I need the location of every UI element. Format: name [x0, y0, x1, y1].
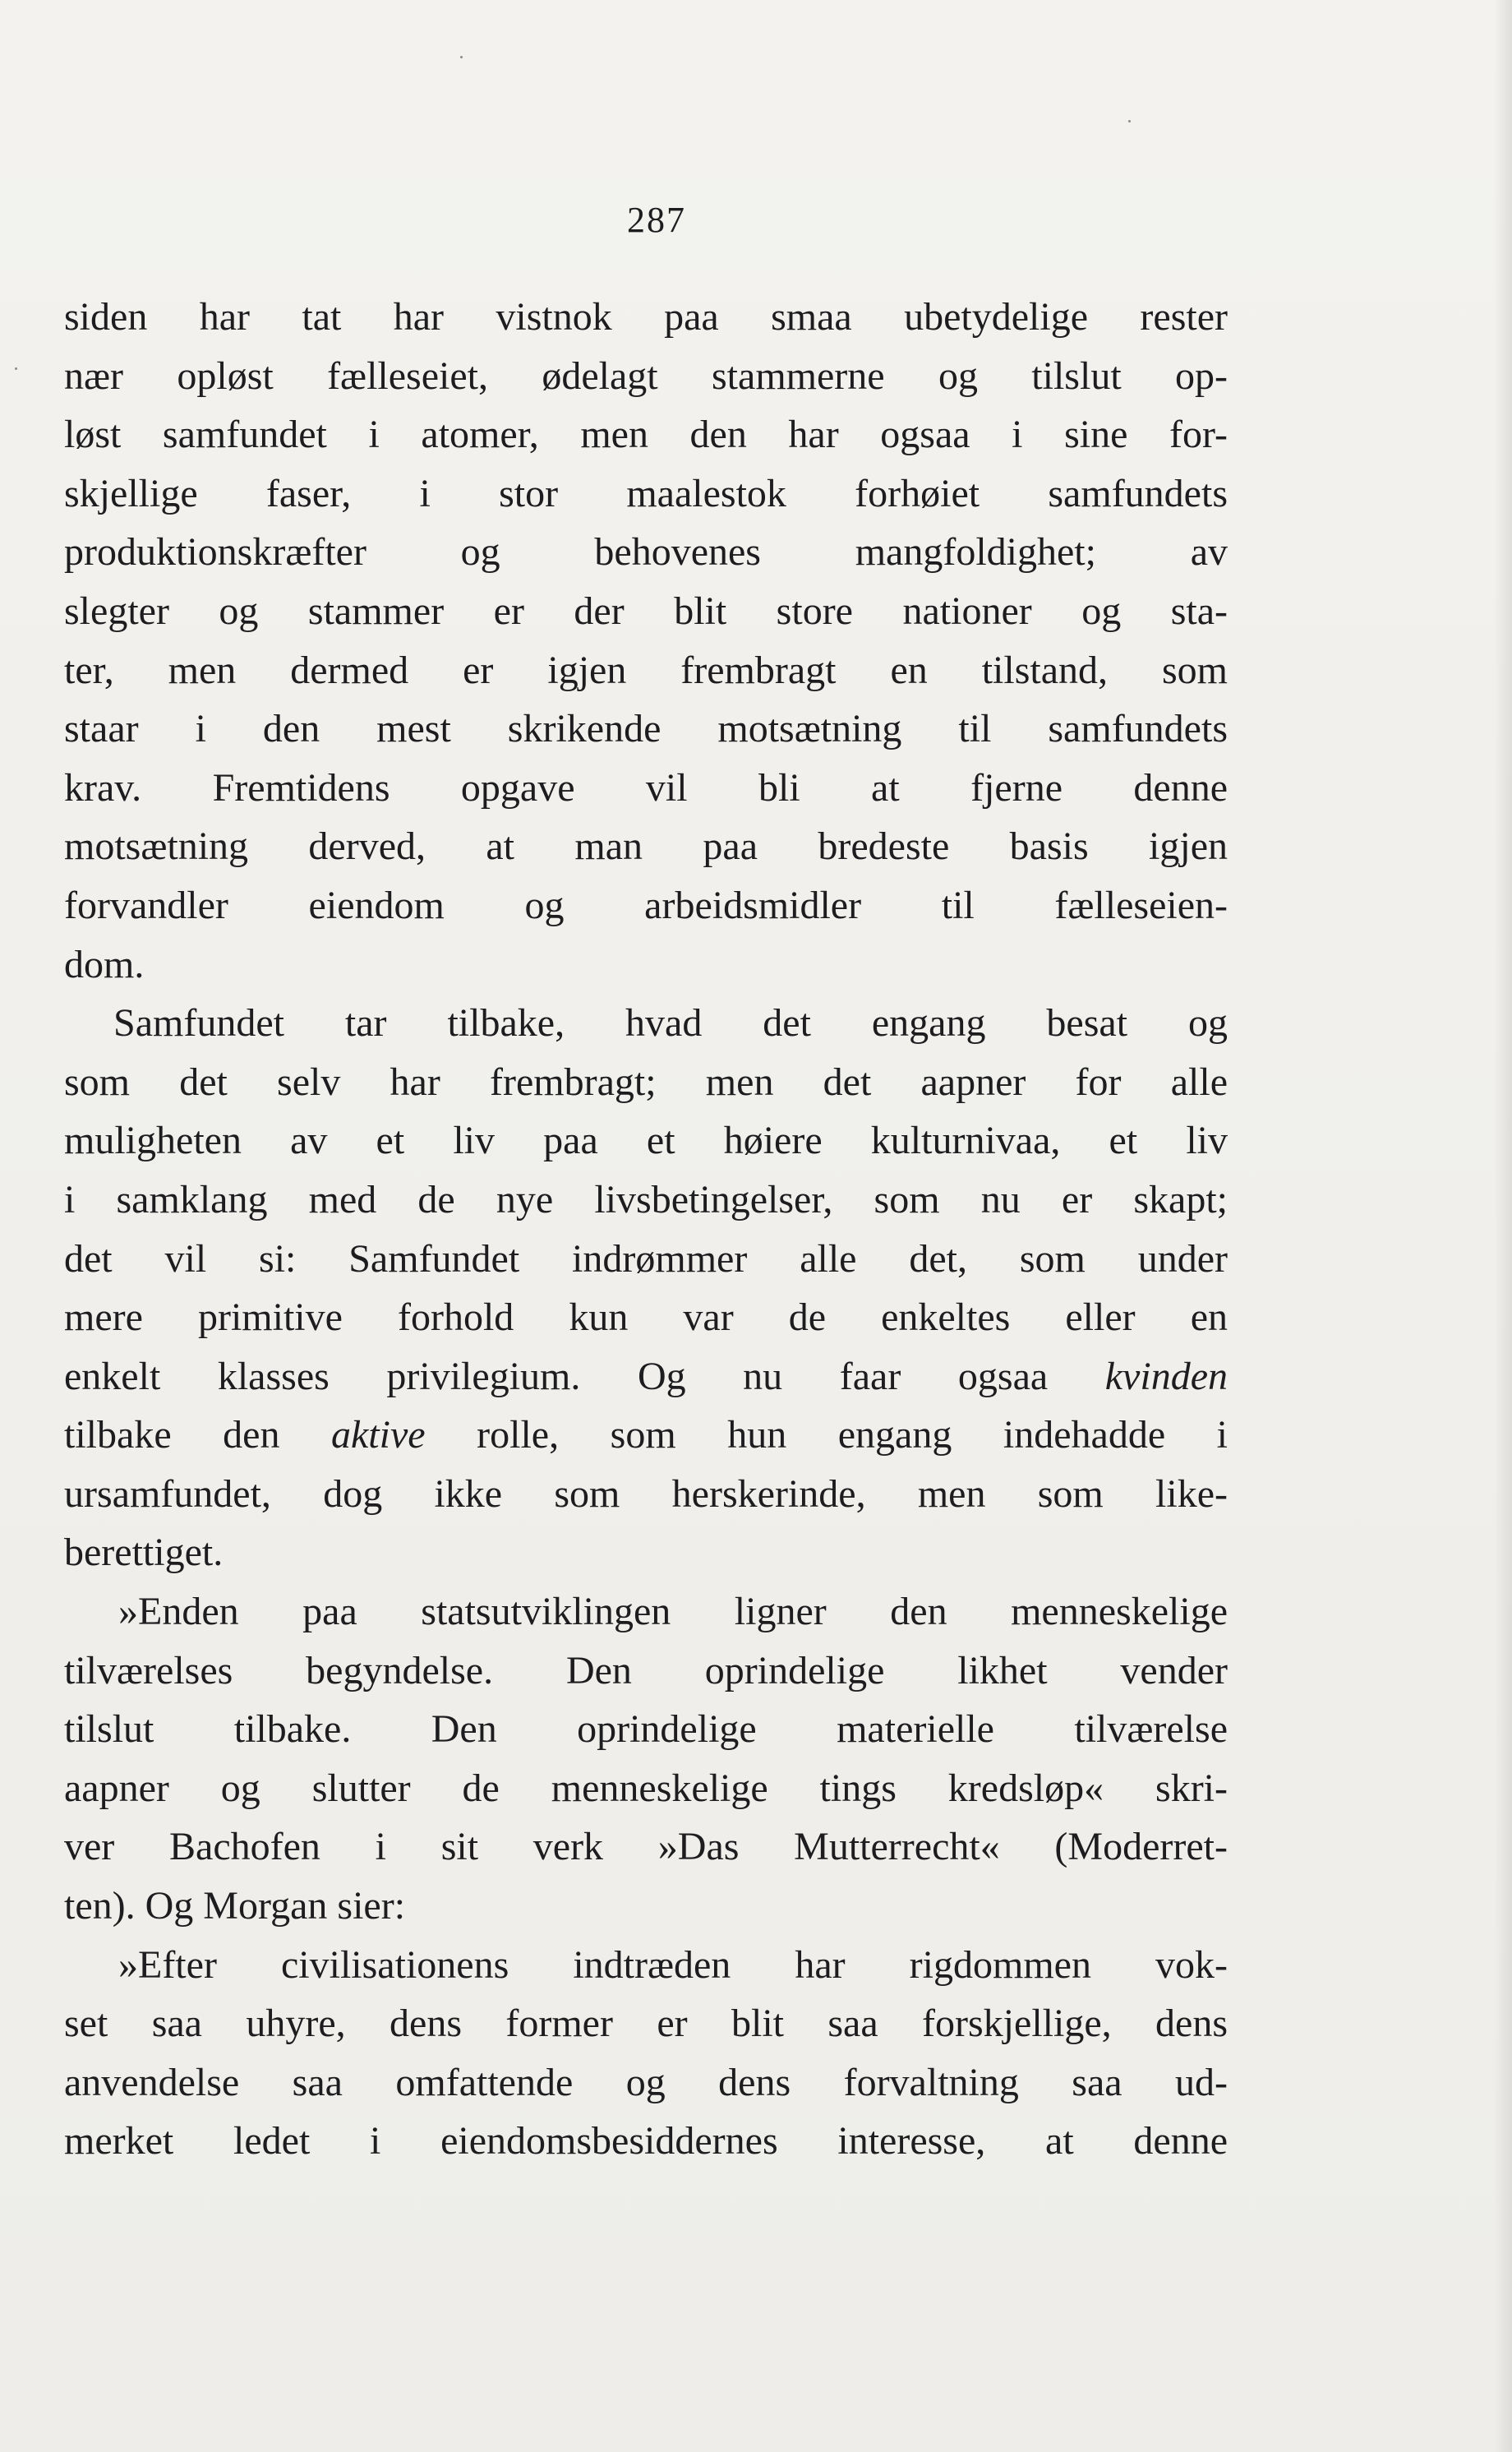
text-line	[64, 1288, 1228, 1347]
text-line	[64, 1759, 1228, 1818]
text-run: ter, men dermed er igjen frembragt en tilstand, som	[64, 648, 1228, 692]
text-line	[64, 1582, 1228, 1642]
text-run: forvandler eiendom og arbeidsmidler til fælleseien-	[64, 883, 1228, 927]
text-run: løst samfundet i atomer, men den har ogsaa i sine for-	[64, 413, 1228, 457]
text-line	[64, 1523, 1228, 1582]
body-text	[64, 288, 1228, 2171]
text-run: tilslut tilbake. Den oprindelige materielle tilværelse	[64, 1707, 1228, 1752]
text-run: tilværelses begyndelse. Den oprindelige likhet vender	[64, 1648, 1228, 1692]
text-line	[64, 1877, 1228, 1936]
text-run: ten). Og Morgan sier:	[64, 1884, 406, 1928]
text-run: aapner og slutter de menneskelige tings kredsløp« skri-	[64, 1766, 1228, 1810]
text-run: anvendelse saa omfattende og dens forvaltning saa ud-	[64, 2060, 1228, 2104]
text-run: set saa uhyre, dens former er blit saa forskjellige, dens	[64, 2002, 1228, 2046]
text-run: rolle, som hun engang indehadde i	[425, 1413, 1228, 1457]
text-run: berettiget.	[64, 1531, 224, 1575]
text-run: motsætning derved, at man paa bredeste basis igjen	[64, 824, 1228, 869]
text-line	[64, 1171, 1228, 1230]
italic-word: kvinden	[1104, 1354, 1228, 1398]
text-line	[64, 1111, 1228, 1171]
text-line	[64, 2053, 1228, 2113]
text-run: siden har tat har vistnok paa smaa ubetydelige rester	[64, 295, 1228, 339]
text-line	[64, 759, 1228, 818]
paper-speck	[1128, 120, 1131, 122]
text-run: i samklang med de nye livsbetingelser, som nu er skapt;	[64, 1177, 1228, 1221]
text-line	[64, 935, 1228, 995]
text-run: muligheten av et liv paa et høiere kulturnivaa, et liv	[64, 1119, 1228, 1163]
text-run: tilbake den	[64, 1413, 331, 1457]
text-run: dom.	[64, 942, 145, 986]
text-run: »Efter civilisationens indtræden har rigdommen vok-	[118, 1942, 1228, 1987]
text-line	[64, 1642, 1228, 1701]
text-run: produktionskræfter og behovenes mangfoldighet; av	[64, 530, 1228, 575]
text-line	[64, 1936, 1228, 1995]
text-line	[64, 288, 1228, 347]
text-run: nær opløst fælleseiet, ødelagt stammerne og tilslut op-	[64, 353, 1228, 398]
text-line	[64, 700, 1228, 759]
text-line	[64, 994, 1228, 1053]
page-number: 287	[627, 200, 686, 240]
text-line	[64, 1700, 1228, 1759]
text-run: merket ledet i eiendomsbesiddernes interesse, at denne	[64, 2119, 1228, 2163]
text-line	[64, 1406, 1228, 1465]
text-line	[64, 464, 1228, 524]
text-line	[64, 1465, 1228, 1524]
text-run: staar i den mest skrikende motsætning til samfundets	[64, 707, 1228, 751]
paper-speck	[460, 56, 463, 58]
text-line	[64, 347, 1228, 406]
text-run: mere primitive forhold kun var de enkeltes eller en	[64, 1295, 1228, 1340]
text-line	[64, 641, 1228, 700]
text-run: »Enden paa statsutviklingen ligner den menneskelige	[118, 1590, 1228, 1634]
italic-word: aktive	[331, 1413, 426, 1457]
text-line	[64, 2112, 1228, 2171]
text-run: ver Bachofen i sit verk »Das Mutterrecht« (Moderret-	[64, 1825, 1228, 1869]
text-line	[64, 523, 1228, 582]
text-run: krav. Fremtidens opgave vil bli at fjerne denne	[64, 765, 1228, 810]
text-line	[64, 1817, 1228, 1877]
text-line	[64, 1994, 1228, 2053]
text-run: det vil si: Samfundet indrømmer alle det, som under	[64, 1236, 1228, 1281]
text-line	[64, 1053, 1228, 1112]
text-run: enkelt klasses privilegium. Og nu faar ogsaa	[64, 1354, 1105, 1398]
text-line	[64, 817, 1228, 876]
text-run: Samfundet tar tilbake, hvad det engang besat og	[113, 1001, 1228, 1046]
text-run: som det selv har frembragt; men det aapner for alle	[64, 1060, 1228, 1104]
text-line	[64, 876, 1228, 935]
page-edge-shadow	[1494, 0, 1512, 2452]
text-line	[64, 582, 1228, 641]
text-line	[64, 1230, 1228, 1289]
text-run: slegter og stammer er der blit store nationer og sta-	[64, 589, 1228, 633]
paper-speck	[15, 367, 17, 370]
text-run: skjellige faser, i stor maalestok forhøiet samfundets	[64, 471, 1228, 515]
text-line	[64, 405, 1228, 464]
text-run: ursamfundet, dog ikke som herskerinde, men som like-	[64, 1471, 1228, 1516]
text-line	[64, 1347, 1228, 1406]
